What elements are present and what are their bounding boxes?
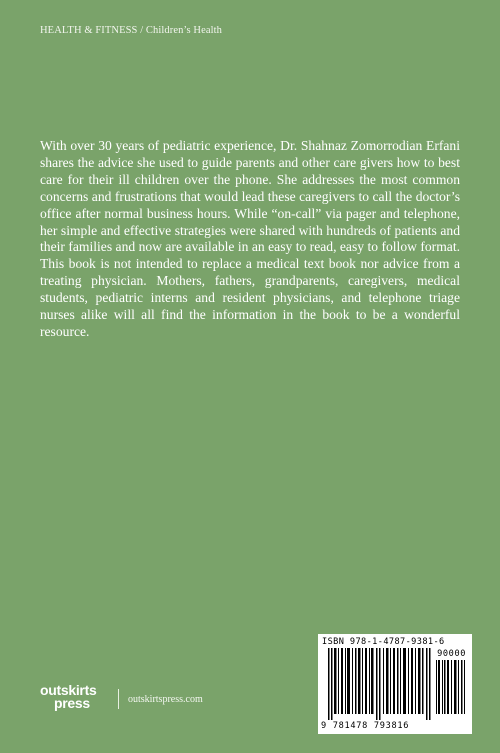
book-description: With over 30 years of pediatric experience, Dr. Shahnaz Zomorrodian Erfani shares the advice she used to guide parents and other care givers how to best care for their ill children over the phone. She addresses the most common concerns and frustrations that would lead these caregivers to call the doctor’s office after normal business hours. While “on-call” via pager and telephone, her simple and effective strategies were shared with hundreds of patients and their families and now are available in an easy to read, easy to follow format. This book is not intended to replace a medical text book nor advice from a treating physician. Mothers, fathers, grandparents, caregivers, medical students, pediatric interns and resident physicians, and telephone triage nurses alike will all find the information in the book to be a wonderful resource. [40, 138, 460, 339]
price-addon-bars [436, 660, 466, 714]
logo-divider [118, 689, 119, 709]
publisher-url: outskirtspress.com [128, 694, 203, 705]
price-code: 90000 [437, 649, 466, 659]
publisher-logo [40, 684, 110, 710]
ean-bars [328, 648, 432, 720]
isbn-text: ISBN 978-1-4787-9381-6 [322, 637, 445, 647]
logo-line2: press [54, 695, 90, 711]
barcode-digits: 9 781478 793816 [321, 721, 410, 731]
logo-line1: outskirts [40, 682, 97, 698]
isbn-barcode [318, 634, 472, 734]
category-label: HEALTH & FITNESS / Children’s Health [40, 25, 222, 36]
